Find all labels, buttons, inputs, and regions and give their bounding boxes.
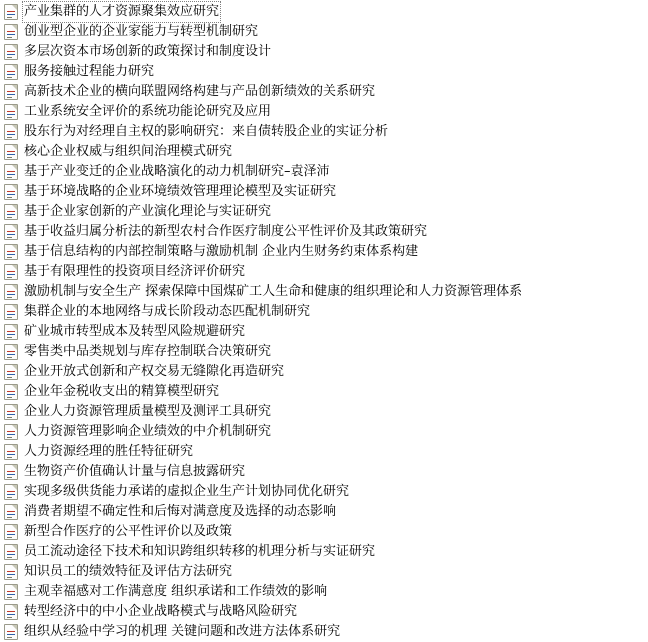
list-item-label: 基于收益归属分析法的新型农村合作医疗制度公平性评价及其政策研究	[24, 224, 428, 239]
document-icon	[4, 304, 18, 320]
list-item-label: 企业开放式创新和产权交易无缝隙化再造研究	[24, 364, 285, 379]
list-item[interactable]	[4, 282, 648, 302]
list-item-label: 新型合作医疗的公平性评价以及政策	[24, 524, 233, 539]
document-icon	[4, 364, 18, 380]
document-icon	[4, 144, 18, 160]
list-item[interactable]	[4, 342, 648, 362]
list-item[interactable]	[4, 602, 648, 622]
list-item[interactable]	[4, 2, 648, 22]
document-icon	[4, 404, 18, 420]
list-item[interactable]	[4, 582, 648, 602]
list-item-label: 基于产业变迁的企业战略演化的动力机制研究–袁泽沛	[24, 164, 330, 179]
list-item[interactable]	[4, 502, 648, 522]
document-icon	[4, 124, 18, 140]
list-item-label: 企业年金税收支出的精算模型研究	[24, 384, 220, 399]
list-item-label: 转型经济中的中小企业战略模式与战略风险研究	[24, 604, 298, 619]
document-icon	[4, 24, 18, 40]
list-item[interactable]	[4, 442, 648, 462]
list-item[interactable]	[4, 162, 648, 182]
document-icon	[4, 424, 18, 440]
document-icon	[4, 284, 18, 300]
list-item[interactable]	[4, 362, 648, 382]
document-icon	[4, 524, 18, 540]
document-icon	[4, 544, 18, 560]
list-item[interactable]	[4, 382, 648, 402]
list-item-label: 矿业城市转型成本及转型风险规避研究	[24, 324, 246, 339]
document-icon	[4, 64, 18, 80]
list-item-label: 员工流动途径下技术和知识跨组织转移的机理分析与实证研究	[24, 544, 376, 559]
document-icon	[4, 604, 18, 620]
list-item-label: 生物资产价值确认计量与信息披露研究	[24, 464, 246, 479]
document-icon	[4, 484, 18, 500]
list-item-label: 激励机制与安全生产 探索保障中国煤矿工人生命和健康的组织理论和人力资源管理体系	[24, 284, 523, 299]
document-icon	[4, 384, 18, 400]
list-item-label: 实现多级供货能力承诺的虚拟企业生产计划协同优化研究	[24, 484, 350, 499]
list-item[interactable]	[4, 522, 648, 542]
list-item[interactable]	[4, 322, 648, 342]
document-icon	[4, 504, 18, 520]
list-item-label: 基于信息结构的内部控制策略与激励机制 企业内生财务约束体系构建	[24, 244, 419, 259]
document-icon	[4, 224, 18, 240]
document-icon	[4, 324, 18, 340]
document-icon	[4, 444, 18, 460]
list-item[interactable]	[4, 562, 648, 582]
list-item[interactable]	[4, 82, 648, 102]
list-item[interactable]	[4, 102, 648, 122]
document-icon	[4, 264, 18, 280]
document-icon	[4, 164, 18, 180]
list-item-label: 高新技术企业的横向联盟网络构建与产品创新绩效的关系研究	[24, 84, 376, 99]
list-item[interactable]	[4, 142, 648, 162]
list-item[interactable]	[4, 302, 648, 322]
list-item-label: 多层次资本市场创新的政策探讨和制度设计	[24, 44, 272, 59]
list-item-label: 组织从经验中学习的机理 关键问题和改进方法体系研究	[24, 624, 341, 639]
list-item-label: 基于环境战略的企业环境绩效管理理论模型及实证研究	[24, 184, 337, 199]
list-item-label: 工业系统安全评价的系统功能论研究及应用	[24, 104, 272, 119]
list-item[interactable]	[4, 62, 648, 82]
document-icon	[4, 564, 18, 580]
list-item-label: 零售类中品类规划与库存控制联合决策研究	[24, 344, 272, 359]
list-item-label: 企业人力资源管理质量模型及测评工具研究	[24, 404, 272, 419]
document-icon	[4, 84, 18, 100]
list-item[interactable]	[4, 542, 648, 562]
document-icon	[4, 464, 18, 480]
document-icon	[4, 184, 18, 200]
list-item-label: 创业型企业的企业家能力与转型机制研究	[24, 24, 259, 39]
list-item[interactable]	[4, 122, 648, 142]
list-item[interactable]	[4, 422, 648, 442]
document-icon	[4, 624, 18, 640]
list-item[interactable]	[4, 462, 648, 482]
list-item[interactable]	[4, 42, 648, 62]
list-item[interactable]	[4, 222, 648, 242]
list-item-label: 人力资源经理的胜任特征研究	[24, 444, 194, 459]
list-item-label: 服务接触过程能力研究	[24, 64, 155, 79]
list-item[interactable]	[4, 262, 648, 282]
document-icon	[4, 584, 18, 600]
list-item[interactable]	[4, 22, 648, 42]
list-item-label: 产业集群的人才资源聚集效应研究	[22, 1, 221, 23]
document-icon	[4, 104, 18, 120]
list-item-label: 股东行为对经理自主权的影响研究：来自债转股企业的实证分析	[24, 124, 389, 139]
list-item[interactable]	[4, 622, 648, 642]
list-item[interactable]	[4, 402, 648, 422]
document-icon	[4, 204, 18, 220]
list-item-label: 知识员工的绩效特征及评估方法研究	[24, 564, 233, 579]
list-item-label: 消费者期望不确定性和后悔对满意度及选择的动态影响	[24, 504, 337, 519]
list-item[interactable]	[4, 182, 648, 202]
document-icon	[4, 344, 18, 360]
document-icon	[4, 4, 18, 20]
list-item-label: 核心企业权威与组织间治理模式研究	[24, 144, 233, 159]
document-icon	[4, 244, 18, 260]
list-item-label: 主观幸福感对工作满意度 组织承诺和工作绩效的影响	[24, 584, 328, 599]
list-item[interactable]	[4, 242, 648, 262]
list-item[interactable]	[4, 482, 648, 502]
list-item-label: 集群企业的本地网络与成长阶段动态匹配机制研究	[24, 304, 311, 319]
list-item[interactable]	[4, 202, 648, 222]
list-item-label: 基于有限理性的投资项目经济评价研究	[24, 264, 246, 279]
list-item-label: 人力资源管理影响企业绩效的中介机制研究	[24, 424, 272, 439]
document-icon	[4, 44, 18, 60]
list-item-label: 基于企业家创新的产业演化理论与实证研究	[24, 204, 272, 219]
